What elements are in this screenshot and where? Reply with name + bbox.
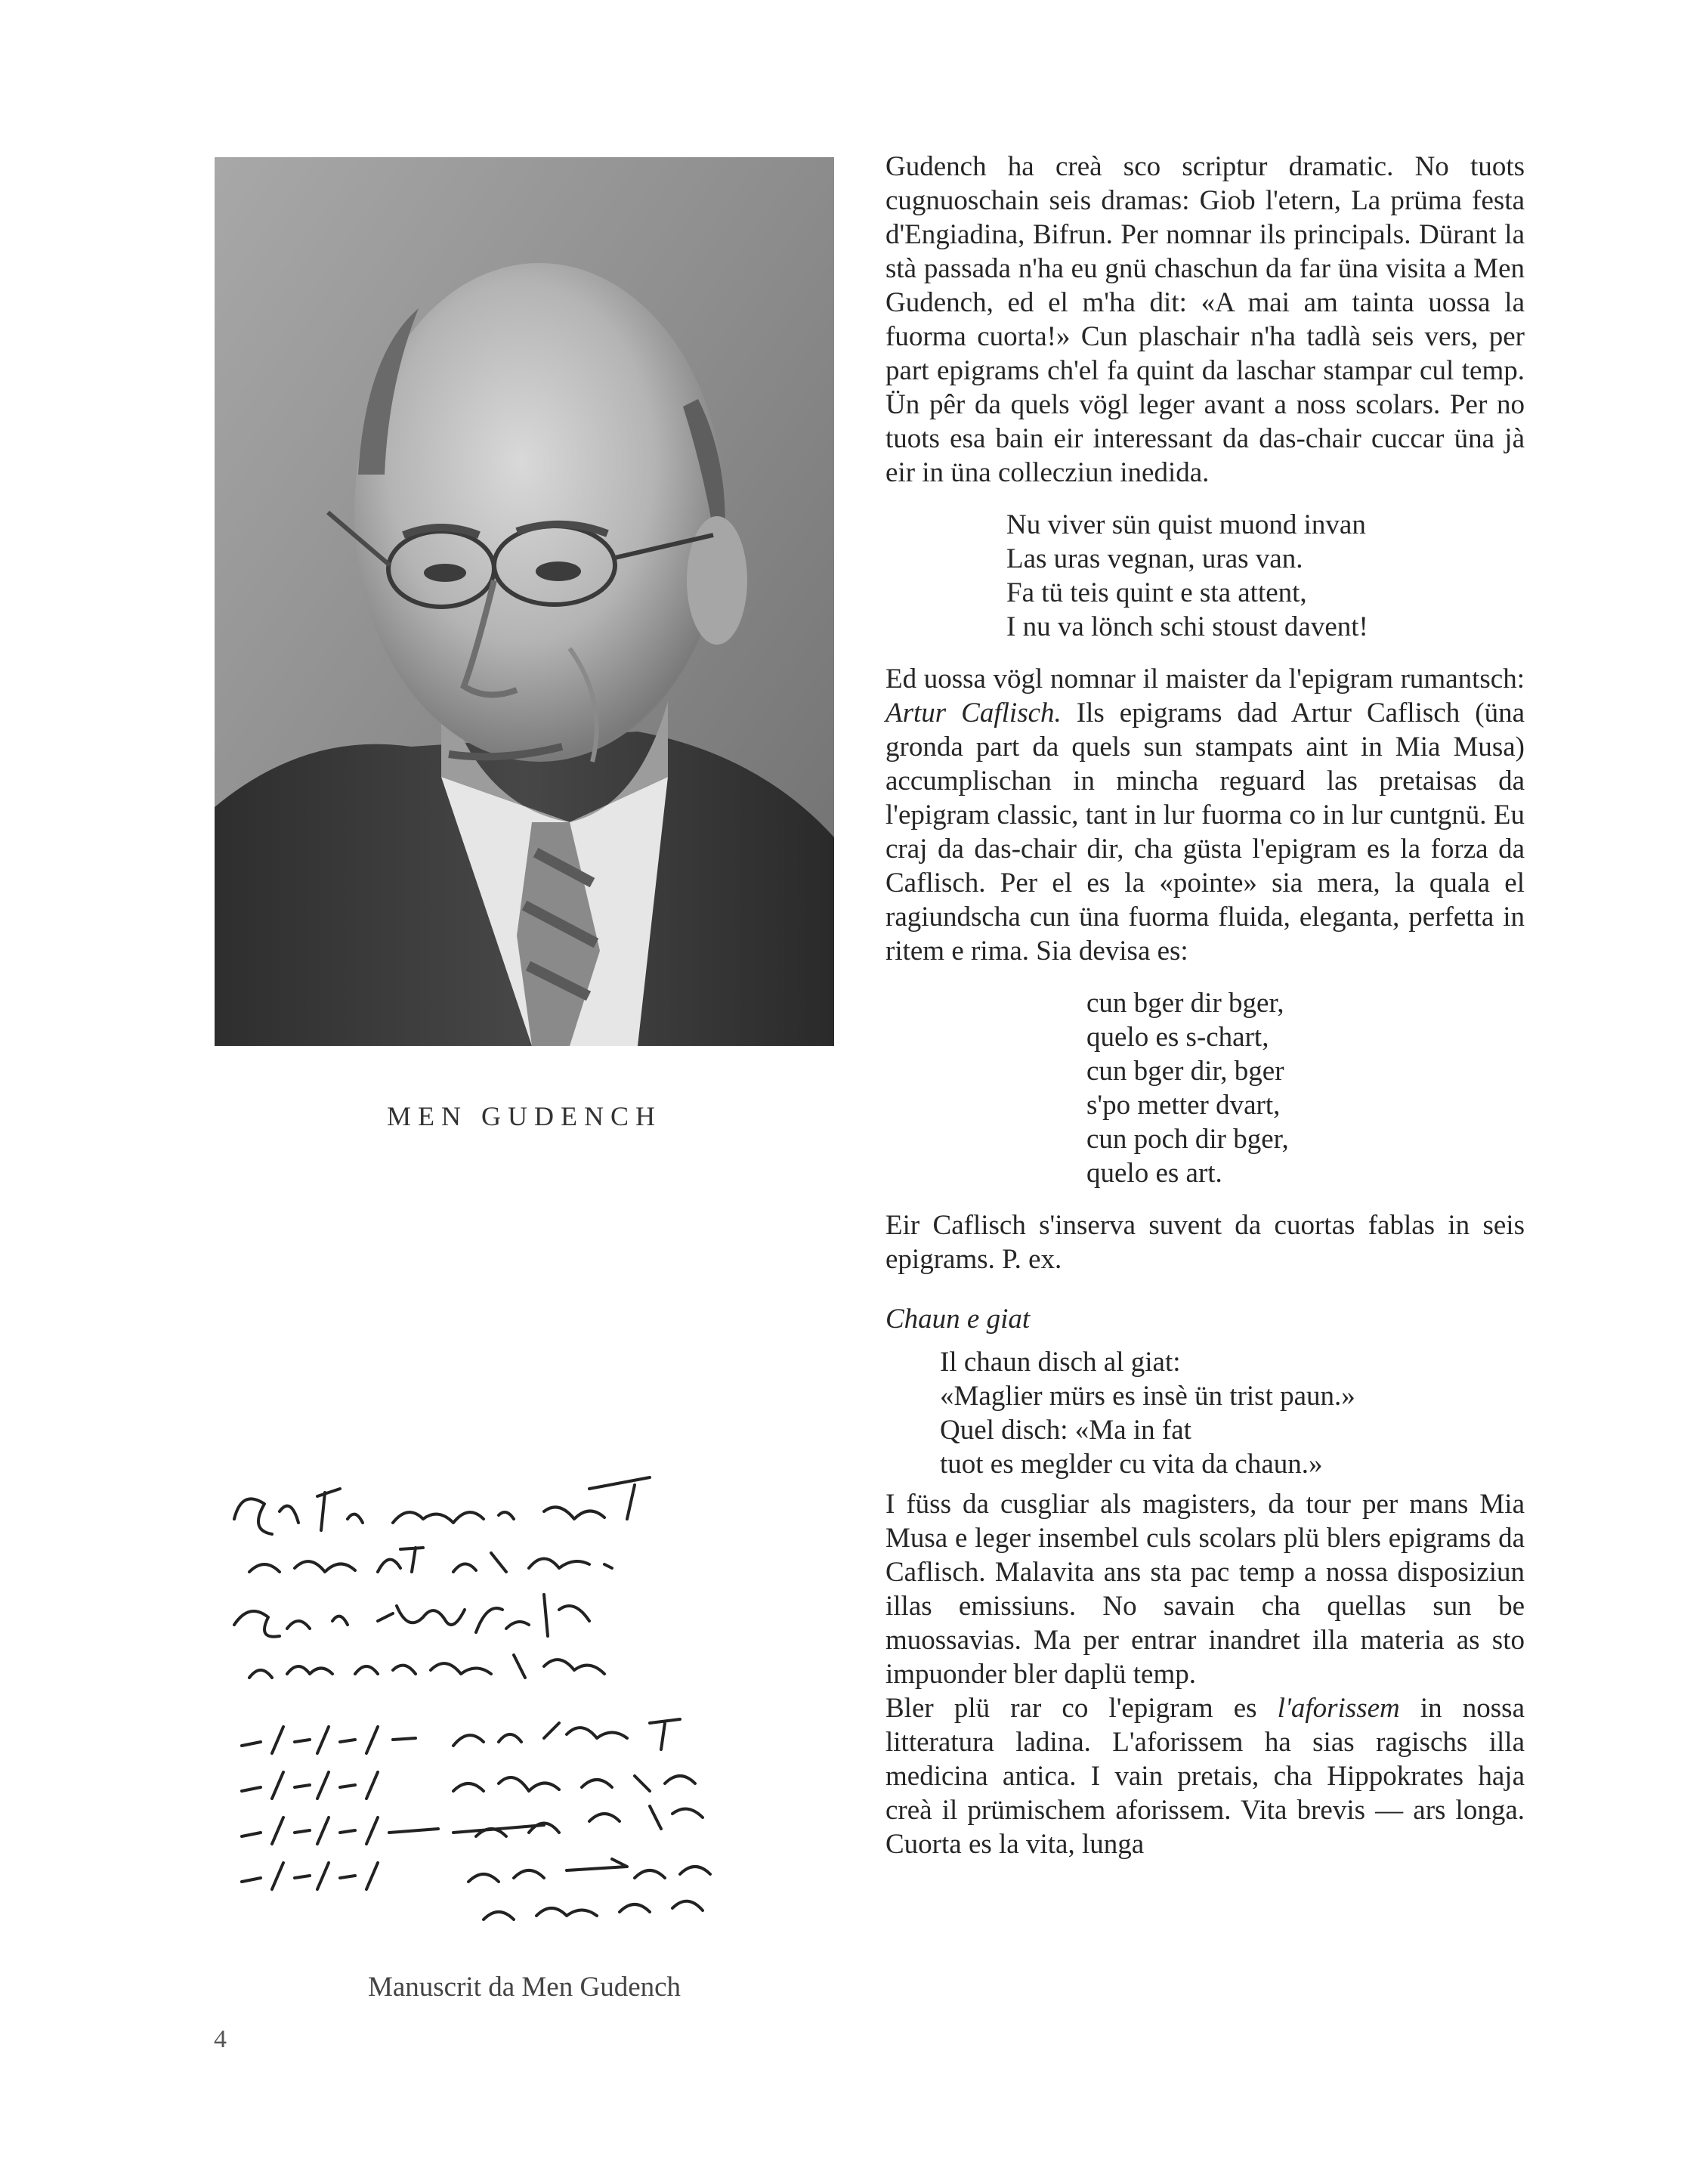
author-name: Artur Caflisch. bbox=[885, 698, 1062, 729]
paragraph-2-start: Ed uossa vögl nomnar il maister da l'epigram rumantsch: bbox=[885, 664, 1525, 694]
aphorism-term: l'aforissem bbox=[1277, 1693, 1400, 1724]
photo-caption: MEN GUDENCH bbox=[387, 1101, 662, 1131]
paragraph-2-end: Ils epigrams dad Artur Caflisch (üna gronda part da quels sun stampats aint in Mia Musa) accumplischan in mincha reguard las pretaisas da l'epigram classic, tant in lur fuorma co in lur cuntgnü. Eu craj da das-chair dir, cha güsta l'epigram es la forza da Caflisch. Per el es la «pointe» sia mera, la quala el ragiundscha cun üna fuorma fluida, eleganta, perfetta in ritem e rima. Sia devisa es: bbox=[885, 698, 1525, 967]
paragraph-2 bbox=[885, 662, 1525, 968]
handwriting-scribble bbox=[227, 1459, 839, 1942]
paragraph-5-end: in nossa litteratura ladina. L'aforissem ha sias ragischs illa medicina antica. I vain pretais, cha Hippokrates haja creà il prümischem aforissem. Vita brevis — ars longa. Cuorta es la vita, lunga bbox=[885, 1693, 1525, 1860]
manuscript-image bbox=[227, 1459, 839, 1942]
portrait-photo bbox=[215, 157, 834, 1046]
page-number: 4 bbox=[214, 2025, 227, 2053]
poem-2-line: cun bger dir, bger bbox=[1086, 1056, 1284, 1087]
poem-2-line: cun poch dir bger, bbox=[1086, 1124, 1289, 1155]
article-column bbox=[885, 150, 1525, 1861]
poem-2-line: quelo es s-chart, bbox=[1086, 1022, 1269, 1053]
poem-1 bbox=[1006, 508, 1525, 644]
paragraph-5 bbox=[885, 1691, 1525, 1861]
paragraph-3: Eir Caflisch s'inserva suvent da cuortas fablas in seis epigrams. P. ex. bbox=[885, 1210, 1525, 1275]
poem-1-line: I nu va lönch schi stoust davent! bbox=[1006, 611, 1368, 642]
poem-2-line: s'po metter dvart, bbox=[1086, 1090, 1281, 1121]
poem-2-line: cun bger dir bger, bbox=[1086, 988, 1284, 1019]
poem-3-line: «Maglier mürs es insè ün trist paun.» bbox=[940, 1381, 1355, 1412]
poem-3 bbox=[940, 1345, 1525, 1481]
poem-3-line: tuot es meglder cu vita da chaun.» bbox=[940, 1449, 1323, 1480]
poem-2 bbox=[1086, 986, 1525, 1190]
paragraph-4: I füss da cusgliar als magisters, da tour per mans Mia Musa e leger insembel culs scolars plü blers epigrams da Caflisch. Malavita ans sta pac temp a nossa disposiziun illas emissiuns. No savain cha quellas sun be muossavias. Ma per entrar inandret illa materia as sto impuonder bler daplü temp. bbox=[885, 1489, 1525, 1690]
poem-3-title: Chaun e giat bbox=[885, 1304, 1031, 1335]
manuscript-caption: Manuscrit da Men Gudench bbox=[367, 1972, 681, 2003]
poem-2-line: quelo es art. bbox=[1086, 1158, 1222, 1189]
poem-3-line: Quel disch: «Ma in fat bbox=[940, 1415, 1191, 1446]
poem-1-line: Las uras vegnan, uras van. bbox=[1006, 543, 1303, 574]
poem-1-line: Nu viver sün quist muond invan bbox=[1006, 509, 1366, 540]
paragraph-1: Gudench ha creà sco scriptur dramatic. No tuots cugnuoschain seis dramas: Giob l'etern, La prüma festa d'Engiadina, Bifrun. Per nomnar ils principals. Dürant la stà passada n'ha eu gnü chaschun da far üna visita a Men Gudench, ed el m'ha dit: «A mai am tainta uossa la fuorma cuorta!» Cun plaschair n'ha tadlà seis vers, per part epigrams ch'el fa quint da laschar stampar cul temp. Ün pêr da quels vögl leger avant a noss scolars. Per no tuots esa bain eir interessant da das-chair cuccar üna jà eir in üna collecziun inedida. bbox=[885, 151, 1525, 488]
portrait-image bbox=[215, 157, 834, 1046]
paragraph-5-start: Bler plü rar co l'epigram es bbox=[885, 1693, 1278, 1724]
poem-3-line: Il chaun disch al giat: bbox=[940, 1347, 1181, 1378]
poem-1-line: Fa tü teis quint e sta attent, bbox=[1006, 577, 1307, 608]
